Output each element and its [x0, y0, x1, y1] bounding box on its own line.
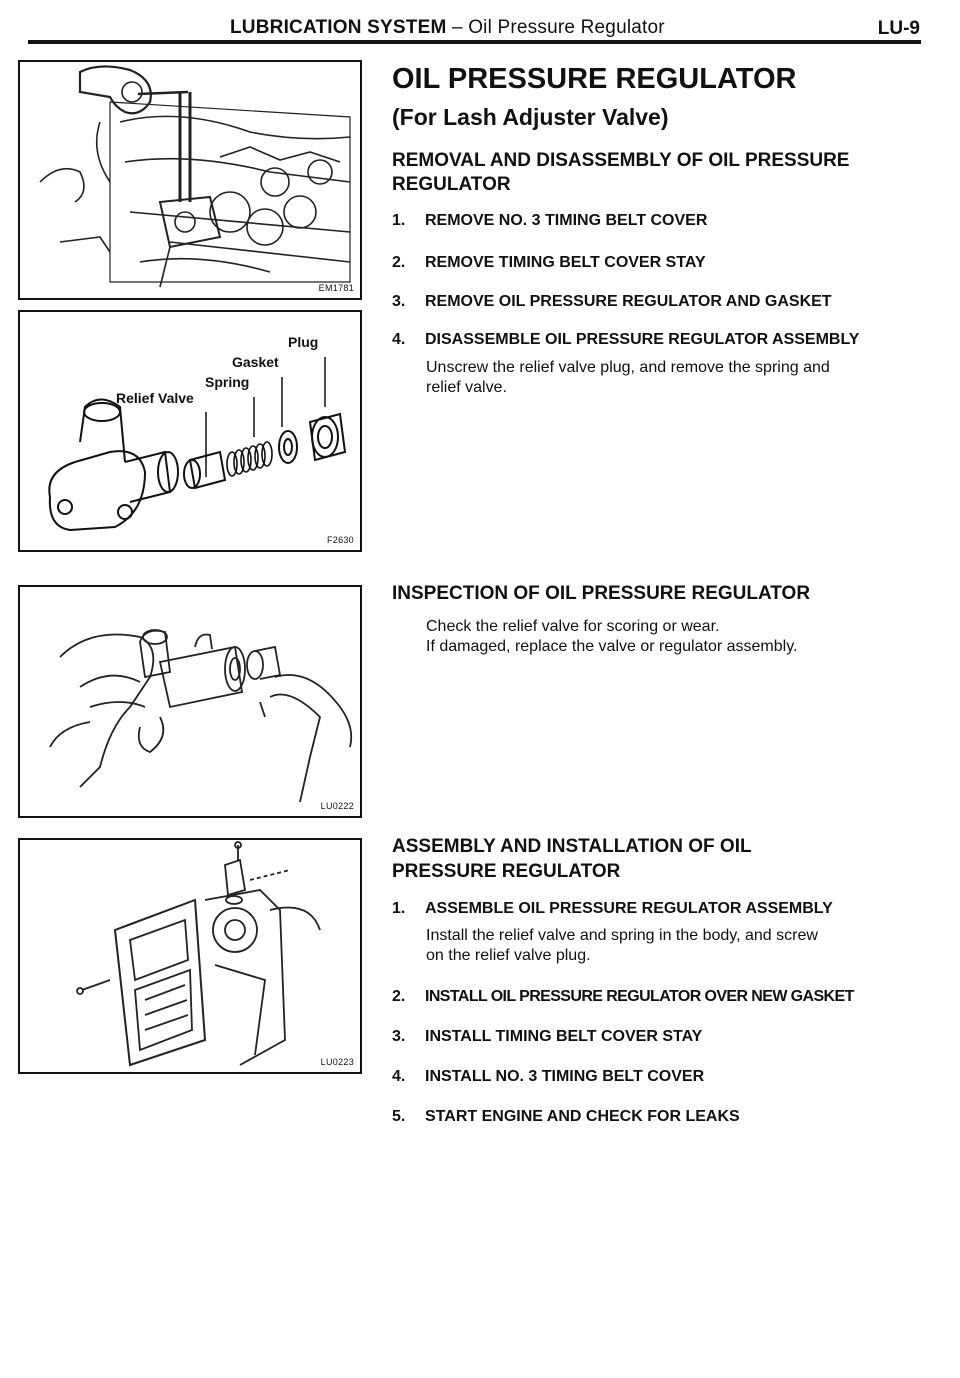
wrench-illustration	[20, 62, 360, 298]
page-number: LU-9	[877, 18, 920, 39]
assembly-step-3: 3. INSTALL TIMING BELT COVER STAY	[392, 1028, 703, 1045]
inspection-text-line1: Check the relief valve for scoring or wear.	[426, 618, 720, 635]
assembly-heading-line1: ASSEMBLY AND INSTALLATION OF OIL	[392, 836, 752, 857]
figure-code: EM1781	[318, 283, 354, 293]
assembly-heading-line2: PRESSURE REGULATOR	[392, 861, 621, 882]
removal-heading-line2: REGULATOR	[392, 174, 511, 195]
assembly-step-1-note-line1: Install the relief valve and spring in the body, and screw	[426, 927, 818, 944]
label-gasket: Gasket	[232, 354, 279, 370]
figure-installation	[18, 838, 362, 1074]
assembly-step-1: 1. ASSEMBLE OIL PRESSURE REGULATOR ASSEMBLY	[392, 900, 833, 917]
figure-code: LU0223	[320, 1057, 354, 1067]
page-title: OIL PRESSURE REGULATOR	[392, 63, 797, 95]
label-spring: Spring	[205, 374, 250, 390]
removal-step-1: 1. REMOVE NO. 3 TIMING BELT COVER	[392, 212, 708, 229]
section-title: LUBRICATION SYSTEM – Oil Pressure Regulator	[230, 17, 665, 38]
installation-illustration	[20, 840, 360, 1072]
figure-wrench-removal	[18, 60, 362, 300]
figure-exploded-regulator	[18, 310, 362, 552]
figure-inspection-hands	[18, 585, 362, 818]
inspection-text-line2: If damaged, replace the valve or regulator assembly.	[426, 638, 798, 655]
removal-step-2: 2. REMOVE TIMING BELT COVER STAY	[392, 254, 706, 271]
assembly-step-1-note-line2: on the relief valve plug.	[426, 947, 591, 964]
figure-code: LU0222	[320, 801, 354, 811]
removal-step-3: 3. REMOVE OIL PRESSURE REGULATOR AND GASKET	[392, 293, 832, 310]
header-rule	[28, 40, 921, 44]
figure-code: F2630	[326, 535, 354, 545]
label-plug: Plug	[288, 334, 319, 350]
removal-step-4-note-line1: Unscrew the relief valve plug, and remove the spring and	[426, 359, 830, 376]
inspection-illustration	[20, 587, 360, 816]
assembly-step-2: 2. INSTALL OIL PRESSURE REGULATOR OVER NEW GASKET	[392, 988, 854, 1005]
assembly-step-4: 4. INSTALL NO. 3 TIMING BELT COVER	[392, 1068, 705, 1085]
removal-step-4-note-line2: relief valve.	[426, 379, 507, 396]
removal-heading-line1: REMOVAL AND DISASSEMBLY OF OIL PRESSURE	[392, 150, 850, 171]
label-relief-valve: Relief Valve	[116, 390, 194, 406]
page-subtitle: (For Lash Adjuster Valve)	[392, 104, 669, 130]
removal-step-4: 4. DISASSEMBLE OIL PRESSURE REGULATOR ASSEMBLY	[392, 331, 860, 348]
assembly-step-5: 5. START ENGINE AND CHECK FOR LEAKS	[392, 1108, 740, 1125]
inspection-heading: INSPECTION OF OIL PRESSURE REGULATOR	[392, 583, 811, 604]
